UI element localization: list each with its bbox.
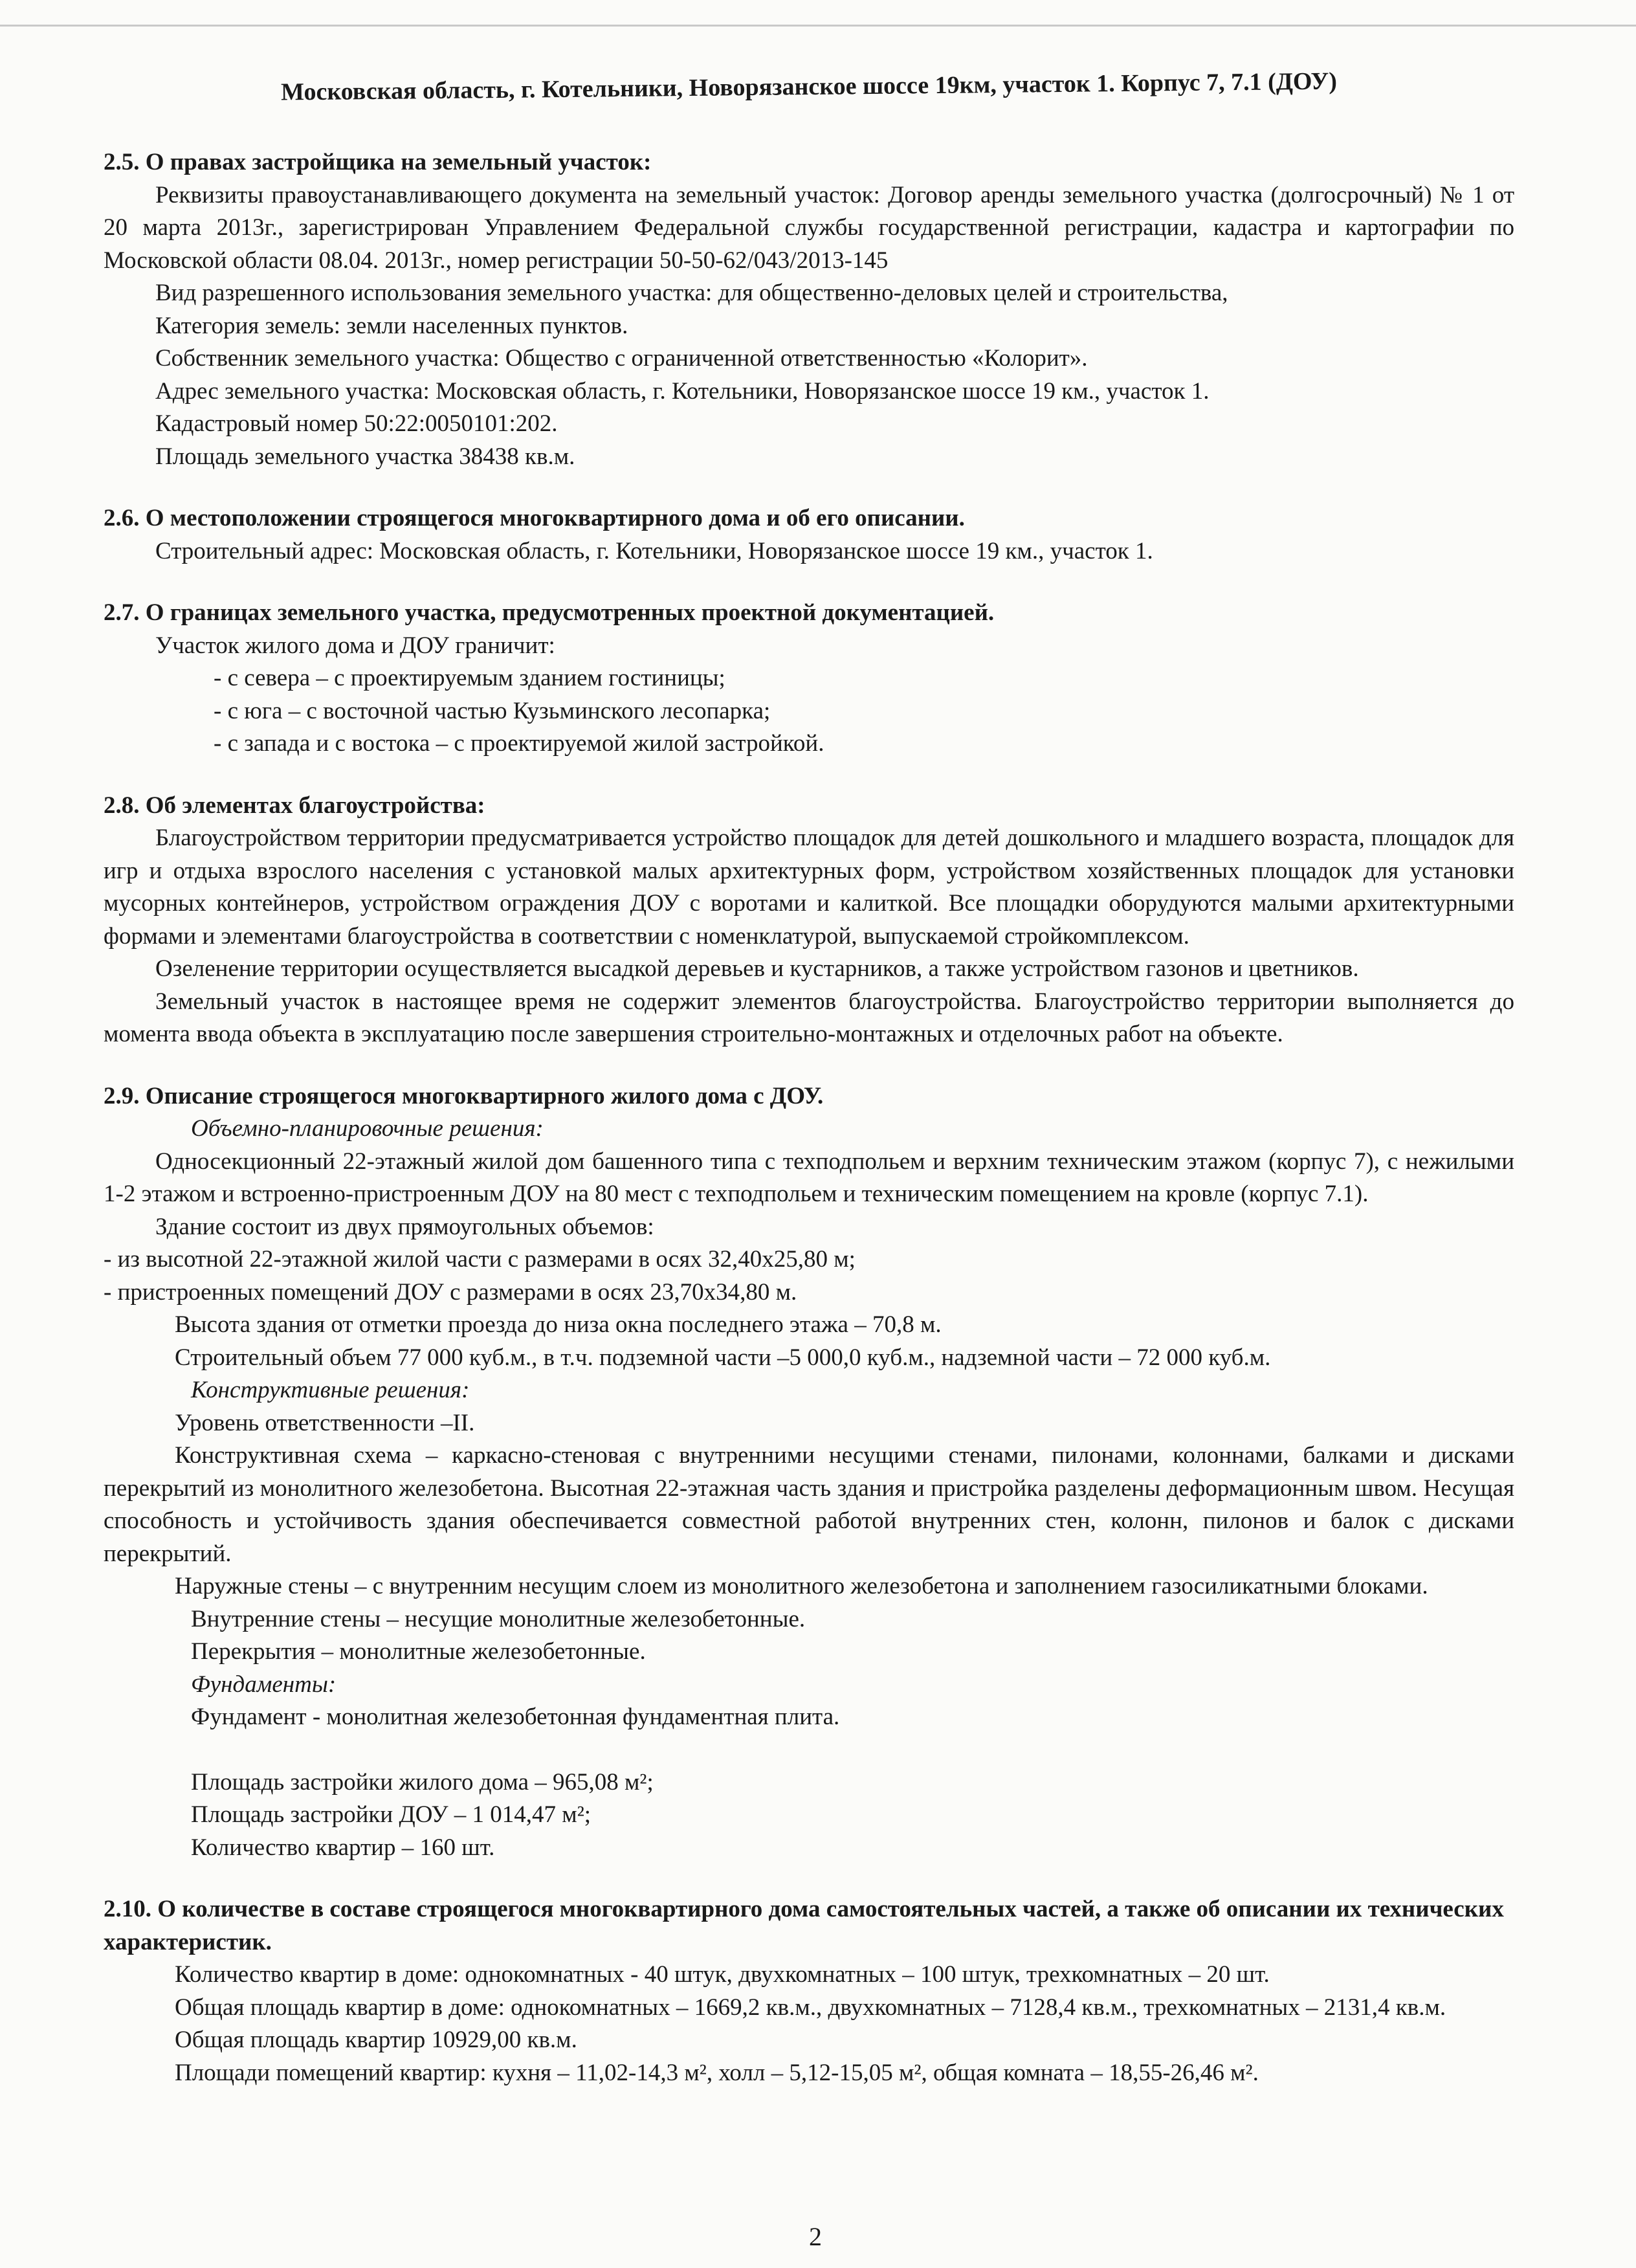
section-title: 2.6. О местоположении строящегося многоквартирного дома и об его описании.	[104, 505, 965, 531]
paragraph: Строительный адрес: Московская область, г. Котельники, Новорязанское шоссе 19 км., участок 1.	[155, 537, 1153, 564]
list-item: - с севера – с проектируемым зданием гостиницы;	[214, 665, 725, 691]
paragraph: Адрес земельного участка: Московская область, г. Котельники, Новорязанское шоссе 19 км., участок 1.	[155, 377, 1210, 405]
paragraph: Односекционный 22-этажный жилой дом башенного типа с техподпольем и верхним техническим этажом (корпус 7), с нежилыми 1-2 этажом и встроенно-пристроенным ДОУ на 80 мест с техподпольем и техническим помещением на кровле (корпус 7.1).	[104, 1148, 1514, 1207]
section-title: 2.9. Описание строящегося многоквартирного жилого дома с ДОУ.	[104, 1082, 824, 1109]
paragraph: Количество квартир в доме: однокомнатных - 40 штук, двухкомнатных – 100 штук, трехкомнатных – 20 шт.	[175, 1961, 1270, 1988]
paragraph: Реквизиты правоустанавливающего документа на земельный участок: Договор аренды земельного участка (долгосрочный) № 1 от 20 марта 2013г., зарегистрирован Управлением Федеральной службы государственной регистрации, кадастра и картографии по Московской области 08.04. 2013г., номер регистрации 50-50-62/043/2013-145	[104, 181, 1514, 274]
paragraph: Строительный объем 77 000 куб.м., в т.ч. подземной части –5 000,0 куб.м., надземной части – 72 000 куб.м.	[175, 1344, 1271, 1371]
paragraph: Количество квартир – 160 шт.	[191, 1834, 495, 1861]
paragraph: Благоустройством территории предусматривается устройство площадок для детей дошкольного и младшего возраста, площадок для игр и отдыха взрослого населения с установкой малых архитектурных форм, устройством хозяйственных площадок для установки мусорных контейнеров, устройством ограждения ДОУ с воротами и калиткой. Все площадки оборудуются малыми архитектурными формами и элементами благоустройства в соответствии с номенклатурой, выпускаемой стройкомплексом.	[104, 825, 1514, 950]
paragraph: Общая площадь квартир в доме: однокомнатных – 1669,2 кв.м., двухкомнатных – 7128,4 кв.м., трехкомнатных – 2131,4 кв.м.	[175, 1994, 1446, 2021]
paragraph: Площадь застройки жилого дома – 965,08 м²;	[191, 1768, 654, 1796]
list-item: - из высотной 22-этажной жилой части с размерами в осях 32,40х25,80 м;	[104, 1246, 856, 1273]
paragraph: Кадастровый номер 50:22:0050101:202.	[155, 410, 558, 437]
list-item: - с запада и с востока – с проектируемой жилой застройкой.	[214, 730, 824, 757]
subsection-label: Объемно-планировочные решения:	[191, 1115, 544, 1142]
section-2-10	[104, 1893, 1514, 2089]
section-title: 2.10. О количестве в составе строящегося многоквартирного дома самостоятельных частей, а также об описании их технических характеристик.	[104, 1896, 1504, 1955]
paragraph: Вид разрешенного использования земельного участка: для общественно-деловых целей и строительства,	[155, 280, 1228, 306]
section-title: 2.5. О правах застройщика на земельный участок:	[104, 149, 652, 175]
section-2-5	[104, 146, 1514, 473]
paragraph: Участок жилого дома и ДОУ граничит:	[155, 632, 555, 659]
list-item: - с юга – с восточной частью Кузьминского лесопарка;	[214, 697, 771, 724]
section-title: 2.7. О границах земельного участка, предусмотренных проектной документацией.	[104, 599, 995, 626]
document-header: Московская область, г. Котельники, Новорязанское шоссе 19км, участок 1. Корпус 7, 7.1 (ДОУ)	[280, 67, 1338, 106]
paragraph: Высота здания от отметки проезда до низа окна последнего этажа – 70,8 м.	[175, 1311, 942, 1338]
paragraph: Здание состоит из двух прямоугольных объемов:	[155, 1213, 654, 1240]
paragraph: Земельный участок в настоящее время не содержит элементов благоустройства. Благоустройство территории выполняется до момента ввода объекта в эксплуатацию после завершения строительно-монтажных и отделочных работ на объекте.	[104, 988, 1514, 1047]
paragraph: Площадь земельного участка 38438 кв.м.	[155, 443, 575, 470]
paragraph: Фундамент - монолитная железобетонная фундаментная плита.	[191, 1704, 840, 1730]
paragraph: Наружные стены – с внутренним несущим слоем из монолитного железобетона и заполнением газосиликатными блоками.	[175, 1573, 1428, 1599]
paragraph: Категория земель: земли населенных пунктов.	[155, 312, 628, 339]
paragraph: Конструктивная схема – каркасно-стеновая с внутренними несущими стенами, пилонами, колоннами, балками и дисками перекрытий из монолитного железобетона. Высотная 22-этажная часть здания и пристройка разделены деформационным швом. Несущая способность и устойчивость здания обеспечивается совместной работой внутренних стен, колонн, пилонов и балок с дисками перекрытий.	[104, 1442, 1514, 1567]
section-2-7	[104, 597, 1514, 761]
list-item: - пристроенных помещений ДОУ с размерами в осях 23,70х34,80 м.	[104, 1278, 797, 1306]
paragraph: Собственник земельного участка: Общество с ограниченной ответственностью «Колорит».	[155, 345, 1088, 372]
page-number: 2	[809, 2222, 822, 2251]
paragraph: Уровень ответственности –II.	[175, 1409, 475, 1436]
spacer	[104, 1734, 1514, 1766]
scan-edge-line	[0, 25, 1636, 27]
section-2-9	[104, 1080, 1514, 1865]
paragraph: Озеленение территории осуществляется высадкой деревьев и кустарников, а также устройством газонов и цветников.	[155, 955, 1359, 982]
paragraph: Перекрытия – монолитные железобетонные.	[191, 1638, 646, 1665]
section-2-6	[104, 502, 1514, 568]
paragraph: Площадь застройки ДОУ – 1 014,47 м²;	[191, 1801, 591, 1828]
paragraph: Общая площадь квартир 10929,00 кв.м.	[175, 2027, 577, 2053]
subsection-label: Конструктивные решения:	[191, 1377, 470, 1403]
section-title: 2.8. Об элементах благоустройства:	[104, 792, 485, 819]
document-body	[104, 146, 1514, 2118]
paragraph: Внутренние стены – несущие монолитные железобетонные.	[191, 1605, 806, 1632]
section-2-8	[104, 790, 1514, 1051]
subsection-label: Фундаменты:	[191, 1671, 337, 1698]
paragraph: Площади помещений квартир: кухня – 11,02-14,3 м², холл – 5,12-15,05 м², общая комната – 18,55-26,46 м².	[175, 2059, 1259, 2086]
